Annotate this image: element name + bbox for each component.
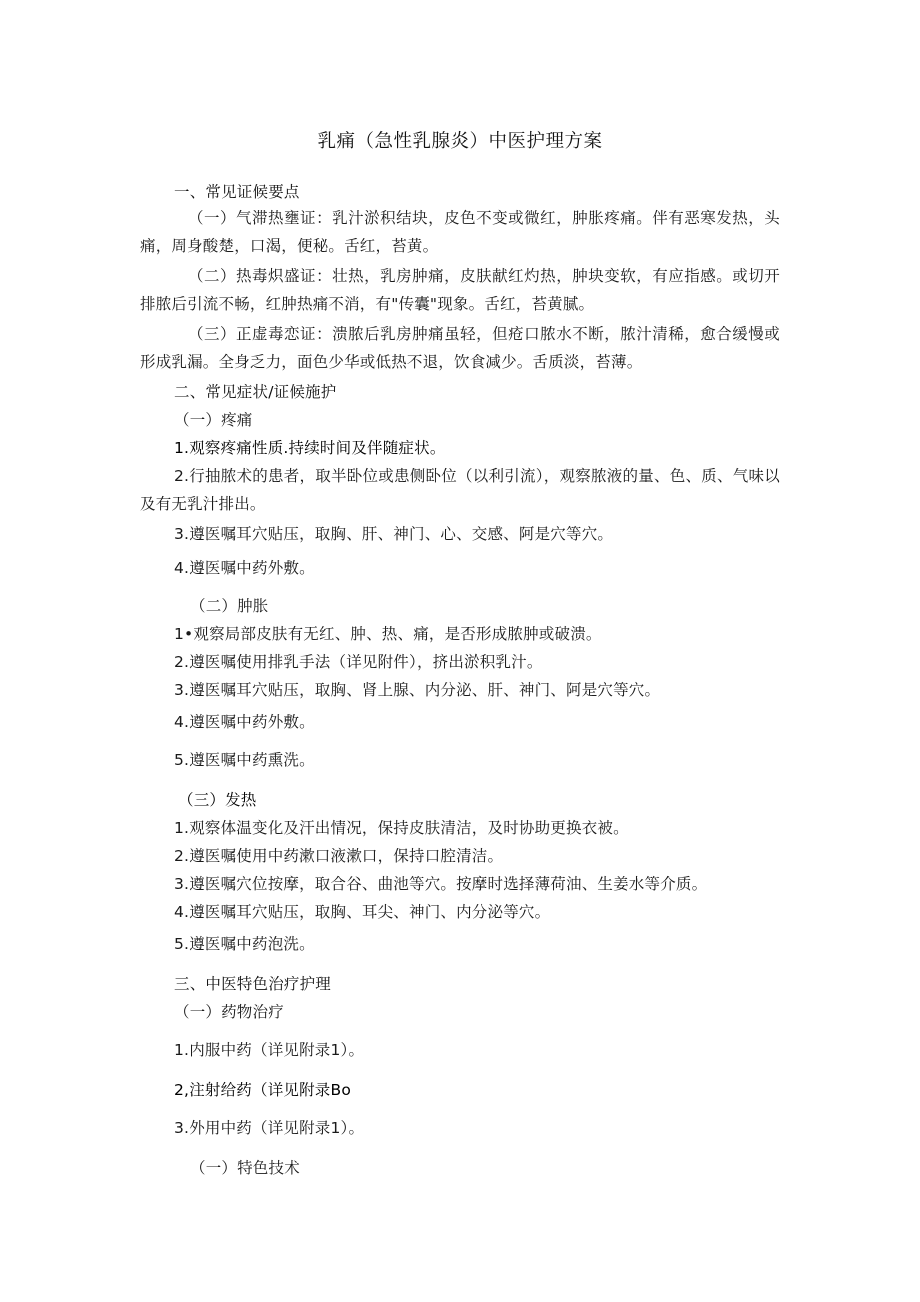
list-item: 3.遵医嘱耳穴贴压，取胸、肝、神门、心、交感、阿是穴等穴。 — [174, 525, 614, 543]
list-item: 2.遵医嘱使用中药漱口液漱口，保持口腔清洁。 — [174, 847, 504, 865]
syndrome-paragraph-1: （一）气滞热壅证：乳汁淤积结块，皮色不变或微红，肿胀疼痛。伴有恶寒发热，头痛，周身酸楚，口渴，便秘。舌红，苔黄。 — [140, 209, 780, 255]
subheading-drug-therapy: （一）药物治疗 — [174, 1003, 284, 1021]
list-item: 2.行抽脓术的患者，取半卧位或患侧卧位（以利引流），观察脓液的量、色、质、气味以及有无乳汁排出。 — [140, 467, 780, 513]
list-item: 4.遵医嘱中药外敷。 — [174, 559, 315, 577]
syndrome-paragraph-2: （二）热毒炽盛证：壮热，乳房肿痛，皮肤献红灼热，肿块变软，有应指感。或切开排脓后引流不畅，红肿热痛不消，有"传囊"现象。舌红，苔黄腻。 — [140, 267, 780, 313]
section-heading-symptom-care: 二、常见症状/证候施护 — [174, 383, 337, 401]
subheading-fever: （三）发热 — [178, 791, 257, 809]
subheading-special-techniques: （一）特色技术 — [190, 1159, 300, 1177]
list-item: 2,注射给药（详见附录Bo — [174, 1081, 352, 1099]
section-heading-syndromes: 一、常见证候要点 — [174, 183, 300, 201]
list-item: 1.观察疼痛性质.持续时间及伴随症状。 — [174, 439, 446, 457]
syndrome-paragraph-3: （三）正虚毒恋证：溃脓后乳房肿痛虽轻，但疮口脓水不断，脓汁清稀，愈合缓慢或形成乳漏。全身乏力，面色少华或低热不退，饮食减少。舌质淡，苔薄。 — [140, 325, 780, 371]
list-item: 1.内服中药（详见附录1）。 — [174, 1041, 365, 1059]
list-item: 2.遵医嘱使用排乳手法（详见附件），挤出淤积乳汁。 — [174, 653, 543, 671]
list-item: 3.遵医嘱穴位按摩，取合谷、曲池等穴。按摩时选择薄荷油、生姜水等介质。 — [174, 875, 708, 893]
subheading-pain: （一）疼痛 — [174, 411, 253, 429]
list-item: 5.遵医嘱中药熏洗。 — [174, 751, 315, 769]
list-item: 3.遵医嘱耳穴贴压，取胸、肾上腺、内分泌、肝、神门、阿是穴等穴。 — [174, 681, 661, 699]
subheading-swelling: （二）肿胀 — [190, 597, 269, 615]
list-item: 4.遵医嘱耳穴贴压，取胸、耳尖、神门、内分泌等穴。 — [174, 903, 551, 921]
list-item: 5.遵医嘱中药泡洗。 — [174, 935, 315, 953]
list-item: 1•观察局部皮肤有无红、肿、热、痛，是否形成脓肿或破溃。 — [174, 625, 602, 643]
list-item: 1.观察体温变化及汗出情况，保持皮肤清洁，及时协助更换衣被。 — [174, 819, 629, 837]
section-heading-tcm-treatment: 三、中医特色治疗护理 — [174, 975, 332, 993]
list-item: 4.遵医嘱中药外敷。 — [174, 713, 315, 731]
list-item: 3.外用中药（详见附录1）。 — [174, 1119, 365, 1137]
document-title: 乳痛（急性乳腺炎）中医护理方案 — [317, 131, 603, 152]
